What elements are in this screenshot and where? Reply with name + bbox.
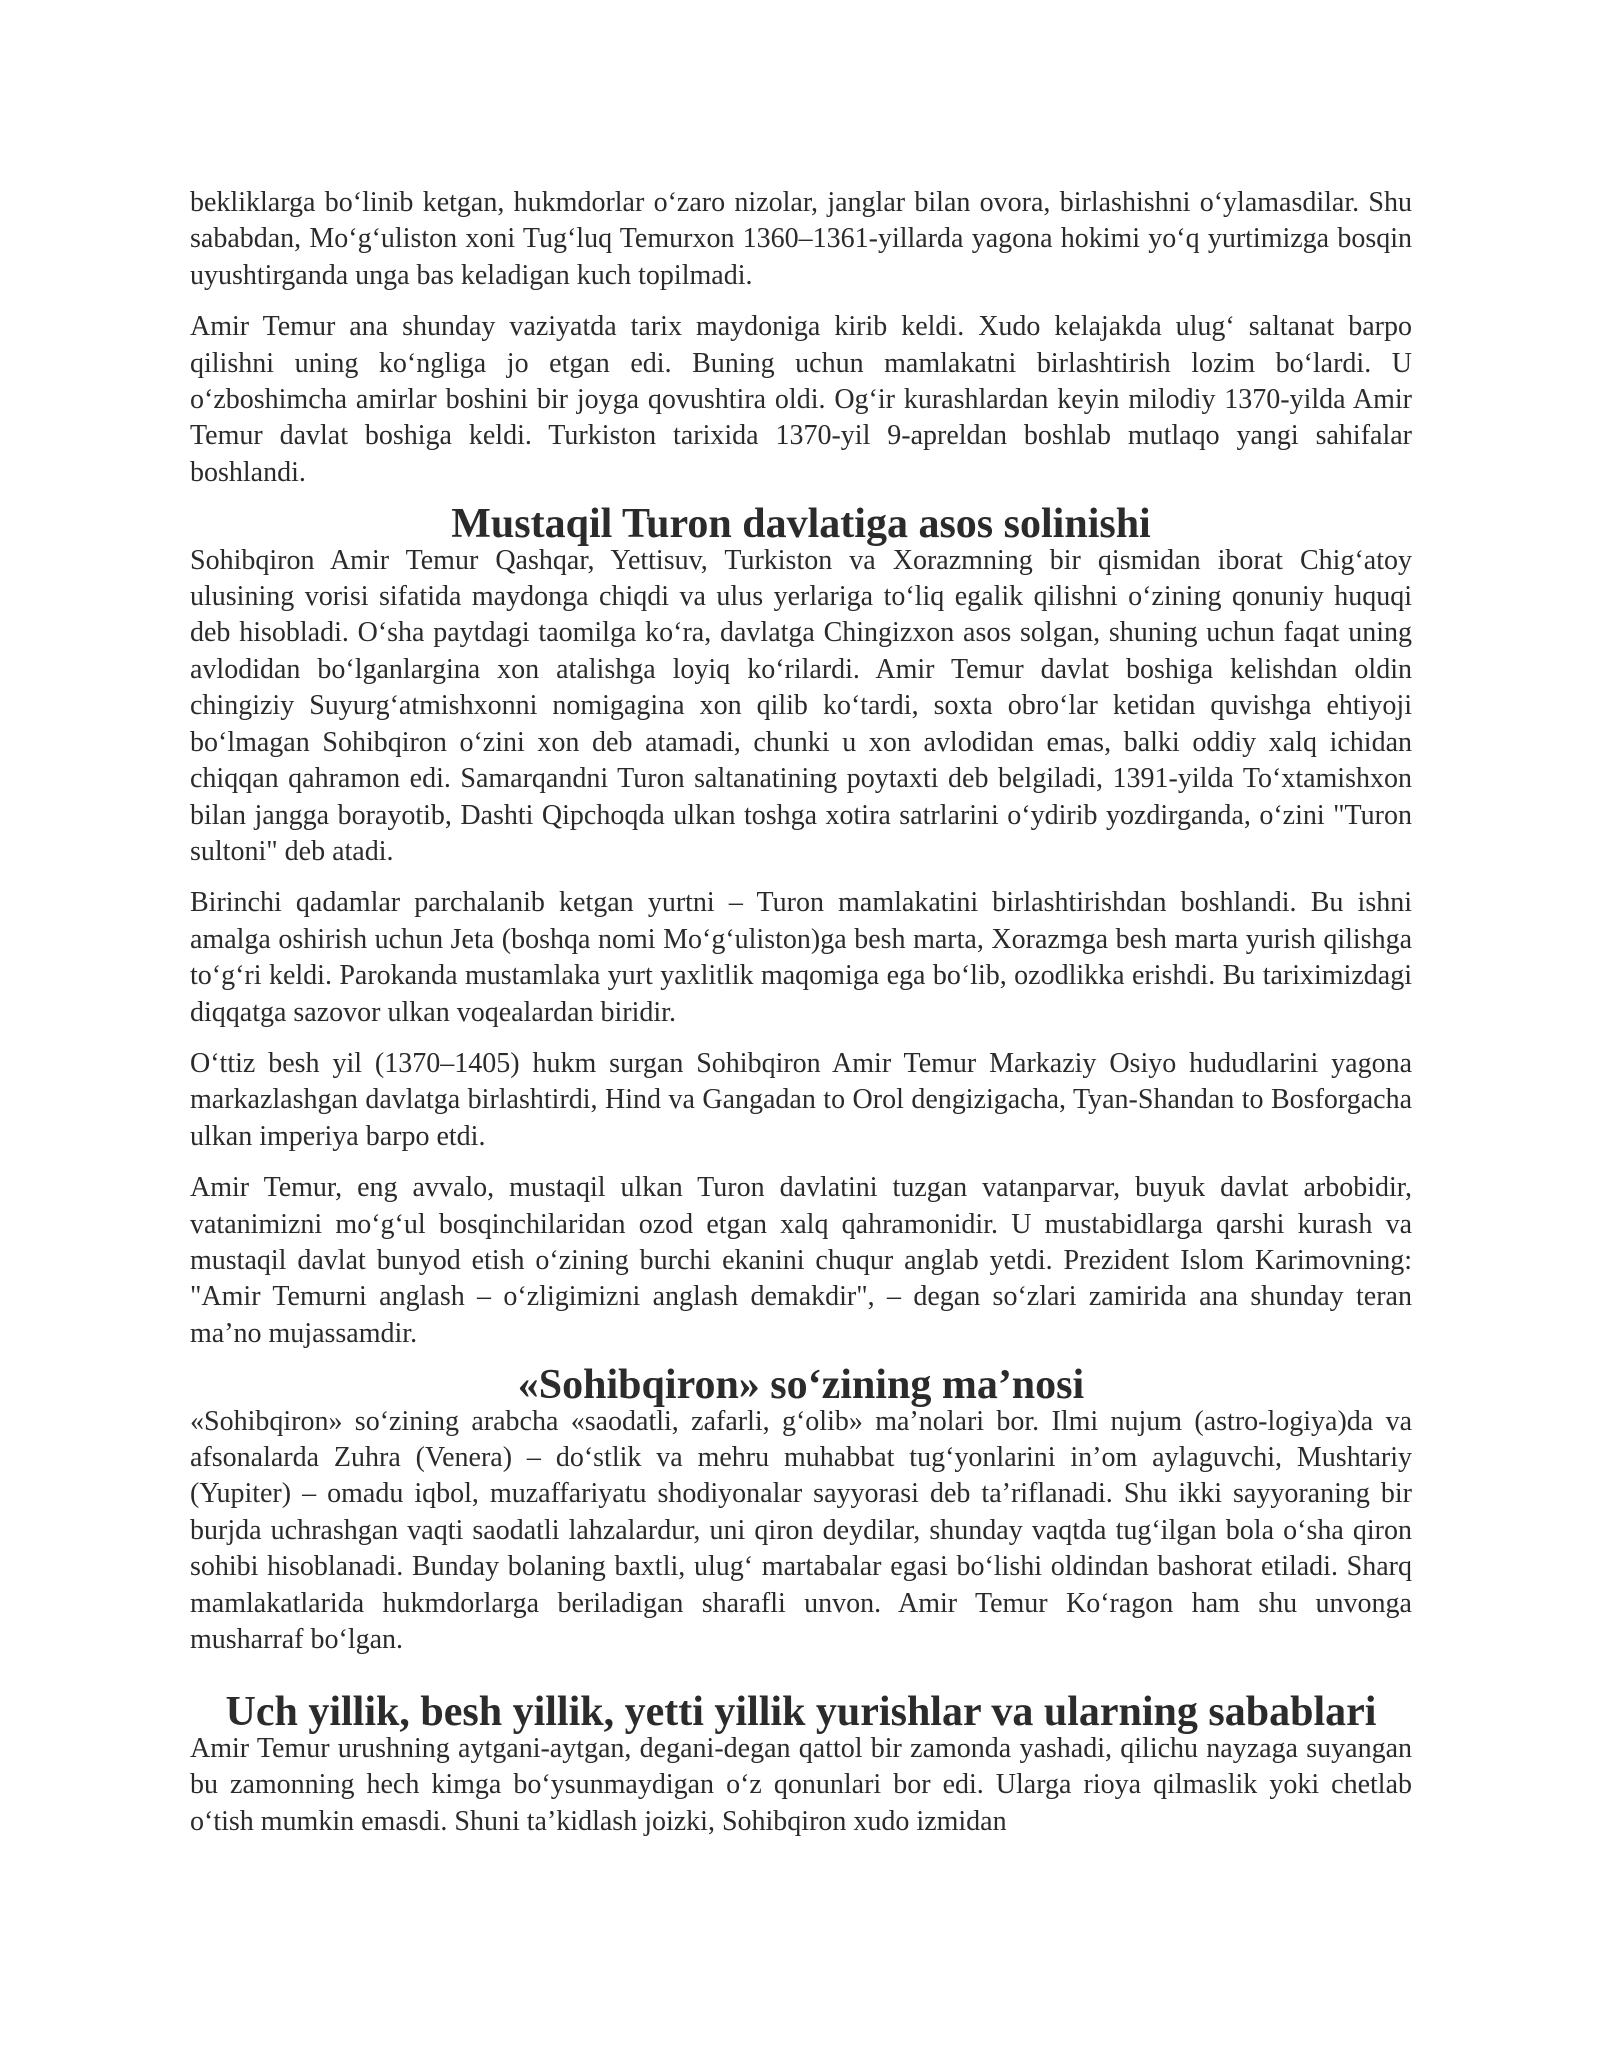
paragraph-sohibqiron-meaning: «Sohibqiron» soʻzining arabcha «saodatli, zafarli, gʻolib» maʼnolari bor. Ilmi nujum (astro-logiya)da va afsonalarda Zuhra (Venera) – doʻstlik va mehru muhabbat tugʻyonlarini inʼom aylaguvchi, Mushtariy (Yupiter) – omadu iqbol, muzaffariyatu shodiyonalar sayyorasi deb taʼriflanadi. Shu ikki sayyoraning bir burjda uchrashgan vaqti saodatli lahzalardur, uni qiron deydilar, shunday vaqtda tugʻilgan bola oʻsha qiron sohibi hisoblanadi. Bunday bolaning baxtli, ulugʻ martabalar egasi boʻlishi oldindan bashorat etiladi. Sharq mamlakatlarida hukmdorlarga beriladigan sharafli unvon. Amir Temur Koʻragon ham shu unvonga musharraf boʻlgan. xyxy=(190,1405,1412,1656)
paragraph-birinchi-qadamlar: Birinchi qadamlar parchalanib ketgan yurtni – Turon mamlakatini birlashtirishdan boshlandi. Bu ishni amalga oshirish uchun Jeta (boshqa nomi Moʻgʻuliston)ga besh marta, Xorazmga besh marta yurish qilishga toʻgʻri keldi. Parokanda mustamlaka yurt yaxlitlik maqomiga ega boʻlib, ozodlikka erishdi. Bu tariximizdagi diqqatga sazovor ulkan voqealardan biridir. xyxy=(190,887,1412,1028)
paragraph-bekliklar: bekliklarga boʻlinib ketgan, hukmdorlar oʻzaro nizolar, janglar bilan ovora, birlashishni oʻylamasdilar. Shu sababdan, Moʻgʻuliston xoni Tugʻluq Temurxon 1360–1361-yillarda yagona hokimi yoʻq yurtimizga bosqin uyushtirganda unga bas keladigan kuch topilmadi. xyxy=(190,187,1412,291)
document-page xyxy=(190,185,1412,1855)
heading-mustaqil-turon: Mustaqil Turon davlatiga asos solinishi xyxy=(451,501,1151,548)
paragraph-sohibqiron-chigatoy: Sohibqiron Amir Temur Qashqar, Yettisuv, Turkiston va Xorazmning bir qismidan iborat Chigʻatoy ulusining vorisi sifatida maydonga chiqdi va ulus yerlariga toʻliq egalik qilishni oʻzining qonuniy huquqi deb hisobladi. Oʻsha paytdagi taomilga koʻra, davlatga Chingizxon asos solgan, shuning uchun faqat uning avlodidan boʻlganlargina xon atalishga loyiq koʻrilardi. Amir Temur davlat boshiga kelishdan oldin chingiziy Suyurgʻatmishxonni nomigagina xon qilib koʻtardi, soxta obroʻlar ketidan quvishga ehtiyoji boʻlmagan Sohibqiron oʻzini xon deb atamadi, chunki u xon avlodidan emas, balki oddiy xalq ichidan chiqqan qahramon edi. Samarqandni Turon saltanatining poytaxti deb belgiladi, 1391-yilda Toʻxtamishxon bilan jangga borayotib, Dashti Qipchoqda ulkan toshga xotira satrlarini oʻydirib yozdirganda, oʻzini "Turon sultoni" deb atadi. xyxy=(190,544,1412,867)
paragraph-urush-zamoni: Amir Temur urushning aytgani-aytgan, degani-degan qattol bir zamonda yashadi, qilichu nayzaga suyangan bu zamonning hech kimga boʻysunmaydigan oʻz qonunlari bor edi. Ularga rioya qilmaslik yoki chetlab oʻtish mumkin emasdi. Shuni taʼkidlash joizki, Sohibqiron xudo izmidan xyxy=(190,1732,1412,1837)
paragraph-amir-temur-arrival: Amir Temur ana shunday vaziyatda tarix maydoniga kirib keldi. Xudo kelajakda ulugʻ saltanat barpo qilishni uning koʻngliga jo etgan edi. Buning uchun mamlakatni birlashtirish lozim boʻlardi. U oʻzboshimcha amirlar boshini bir joyga qovushtira oldi. Ogʻir kurashlardan keyin milodiy 1370-yilda Amir Temur davlat boshiga keldi. Turkiston tarixida 1370-yil 9-apreldan boshlab mutlaqo yangi sahifalar boshlandi. xyxy=(190,311,1412,488)
heading-yurishlar: Uch yillik, besh yillik, yetti yillik yurishlar va ularning sabablari xyxy=(225,1689,1377,1736)
heading-sohibqiron-manosi: «Sohibqiron» soʻzining maʼnosi xyxy=(517,1362,1085,1409)
paragraph-vatanparvar: Amir Temur, eng avvalo, mustaqil ulkan Turon davlatini tuzgan vatanparvar, buyuk davlat arbobidir, vatanimizni moʻgʻul bosqinchilaridan ozod etgan xalq qahramonidir. U mustabidlarga qarshi kurash va mustaqil davlat bunyod etish oʻzining burchi ekanini chuqur anglab yetdi. Prezident Islom Karimovning: "Amir Temurni anglash – oʻzligimizni anglash demakdir", – degan soʻzlari zamirida ana shunday teran maʼno mujassamdir. xyxy=(190,1172,1412,1349)
paragraph-ottiz-besh-yil: Oʻttiz besh yil (1370–1405) hukm surgan Sohibqiron Amir Temur Markaziy Osiyo hududlarini yagona markazlashgan davlatga birlashtirdi, Hind va Gangadan to Orol dengizigacha, Tyan-Shandan to Bosforgacha ulkan imperiya barpo etdi. xyxy=(190,1047,1412,1152)
